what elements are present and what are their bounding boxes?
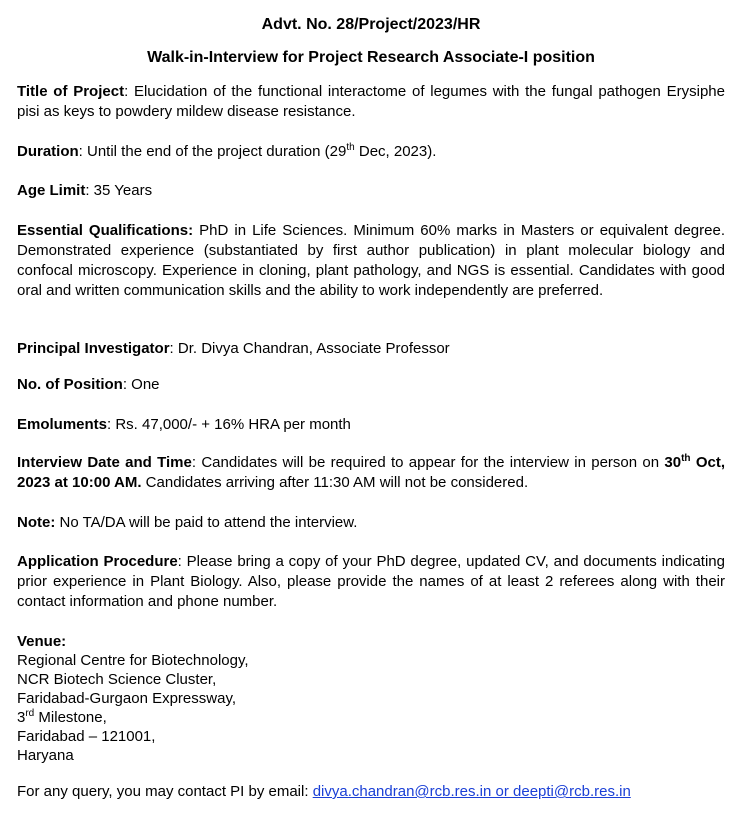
venue-milestone-text: Milestone, [34,709,107,726]
project-title-paragraph [17,82,725,122]
venue-line-5: Faridabad – 121001, [17,728,156,745]
positions-paragraph [17,375,725,395]
project-title-text: : Elucidation of the functional interactome of legumes with the fungal pathogen Erysiphe pisi as keys to powdery mildew disease resistance. [17,83,725,120]
interview-text: : Candidates will be required to appear for the interview in person on [191,454,665,471]
venue-line-4 [17,708,725,727]
principal-investigator-text: : Dr. Divya Chandran, Associate Professor [169,340,450,357]
duration-paragraph [17,142,725,162]
application-text: : Please bring a copy of your PhD degree, updated CV, and documents indicating prior experience in Plant Biology. Also, please provide the names of at least 2 referees along with their contact information and phone number. [17,553,725,610]
note-text: No TA/DA will be paid to attend the interview. [55,514,358,531]
venue-milestone-number: 3 [17,709,26,726]
duration-text: : Until the end of the project duration (29 [78,143,347,160]
principal-investigator-label: Principal Investigator [17,340,170,357]
positions-label: No. of Position [17,376,123,393]
contact-paragraph [17,782,725,802]
project-title-label: Title of Project [17,83,125,100]
duration-superscript: th [346,142,355,153]
contact-email-link[interactable]: divya.chandran@rcb.res.in or deepti@rcb.res.in [312,783,631,800]
note-label: Note: [17,514,56,531]
venue-milestone-superscript: rd [25,708,35,719]
venue-line-6: Haryana [17,747,74,764]
qualifications-text: PhD in Life Sciences. Minimum 60% marks in Masters or equivalent degree. Demonstrated experience (substantiated by first author publication) in plant molecular biology and confocal microscopy. Experience in cloning, plant pathology, and NGS is essential. Candidates with good oral and written communication skills and the ability to work independently are preferred. [17,222,725,299]
note-paragraph [17,513,725,533]
interview-date-number: 30 [664,454,682,471]
venue-label: Venue: [17,633,67,650]
age-limit-paragraph [17,181,725,201]
advt-number-heading: Advt. No. 28/Project/2023/HR [261,16,481,33]
principal-investigator-paragraph [17,339,725,359]
interview-date-rest: Oct, 2023 at 10:00 AM. [17,454,726,491]
duration-text-end: Dec, 2023). [354,143,437,160]
venue-block [17,632,725,765]
application-label: Application Procedure [17,553,178,570]
position-heading: Walk-in-Interview for Project Research Associate-I position [147,49,595,66]
venue-line-1: Regional Centre for Biotechnology, [17,652,249,669]
emoluments-text: : Rs. 47,000/- + 16% HRA per month [107,416,351,433]
interview-date-superscript: th [681,453,691,464]
age-limit-text: : 35 Years [85,182,153,199]
positions-text: : One [122,376,160,393]
age-limit-label: Age Limit [17,182,86,199]
emoluments-label: Emoluments [17,416,108,433]
venue-line-3: Faridabad-Gurgaon Expressway, [17,690,236,707]
qualifications-paragraph [17,221,725,301]
venue-line-2: NCR Biotech Science Cluster, [17,671,217,688]
interview-paragraph [17,453,725,493]
interview-text-end: Candidates arriving after 11:30 AM will not be considered. [141,474,529,491]
interview-label: Interview Date and Time [17,454,192,471]
duration-label: Duration [17,143,79,160]
qualifications-label: Essential Qualifications: [17,222,194,239]
emoluments-paragraph [17,415,725,435]
application-paragraph [17,552,725,612]
contact-text: For any query, you may contact PI by email: [17,783,313,800]
